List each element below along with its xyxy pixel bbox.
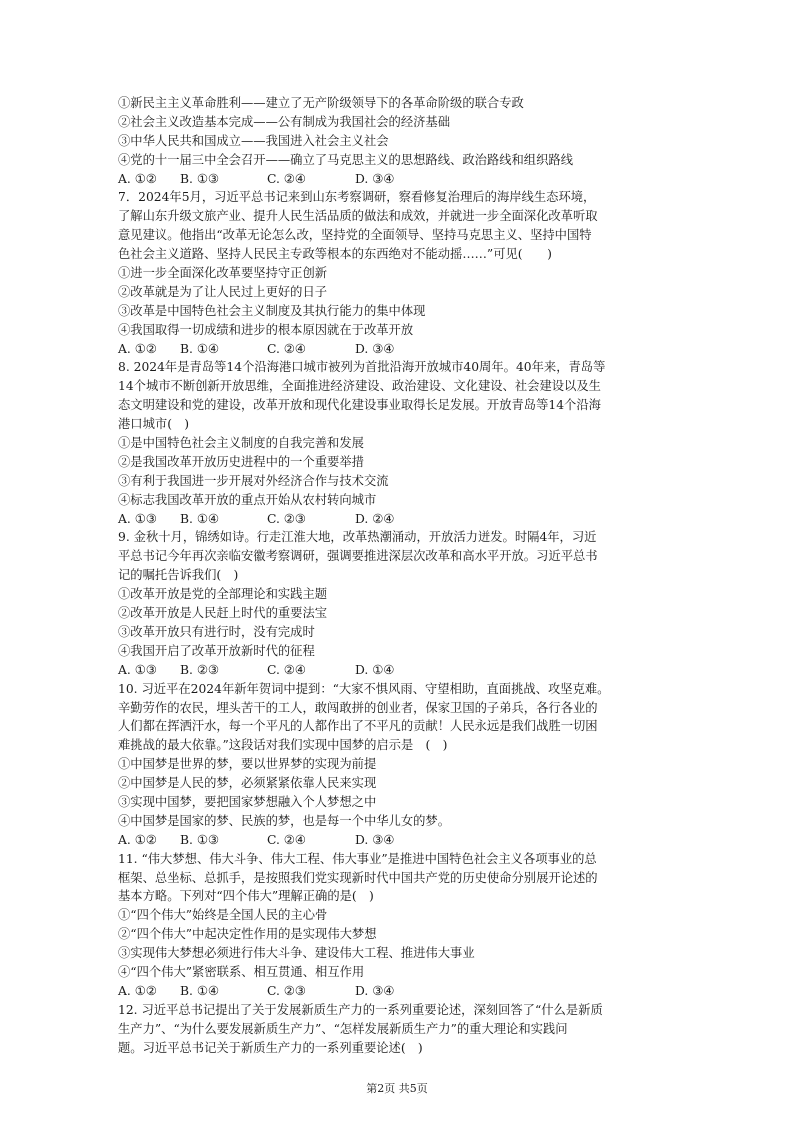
q6-options: [118, 170, 678, 189]
q8-statement: ③有利于我国进一步开展对外经济合作与技术交流: [118, 473, 389, 488]
q7-statement: ③改革是中国特色社会主义制度及其执行能力的集中体现: [118, 303, 426, 318]
answer-option: B. ②③: [180, 662, 219, 677]
answer-option: A. ①②: [118, 832, 157, 847]
q8-statement: ④标志我国改革开放的重点开始从农村转向城市: [118, 492, 377, 507]
q11-statement: ②“四个伟大”中起决定性作用的是实现伟大梦想: [118, 927, 377, 942]
answer-option: A. ①②: [118, 341, 157, 356]
q10-options: [118, 831, 678, 850]
answer-option: D. ③④: [355, 832, 395, 847]
q8-statement: ①是中国特色社会主义制度的自我完善和发展: [118, 436, 364, 451]
q11-stem: 11. “伟大梦想、伟大斗争、伟大工程、伟大事业”是推进中国特色社会主义各项事业的总: [118, 851, 597, 866]
q9-options: [118, 661, 678, 680]
answer-option: C. ②④: [267, 662, 306, 677]
q10-stem: 辛勤劳作的农民，埋头苦干的工人，敢闯敢拼的创业者，保家卫国的子弟兵，各行各业的: [118, 700, 598, 715]
q12-stem: 12. 习近平总书记提出了关于发展新质生产力的一系列重要论述，深刻回答了“什么是新质: [118, 1002, 603, 1017]
answer-option: C. ②④: [267, 341, 306, 356]
q9-statement: ①改革开放是党的全部理论和实践主题: [118, 587, 328, 602]
exam-page: [118, 94, 678, 1057]
q9-statement: ②改革开放是人民赶上时代的重要法宝: [118, 606, 328, 621]
q8-stem: 14个城市不断创新开放思维，全面推进经济建设、政治建设、文化建设、社会建设以及生: [118, 379, 601, 394]
q7-statement: ②改革就是为了让人民过上更好的日子: [118, 284, 328, 299]
q10-stem: 人们都在挥洒汗水，每一个平凡的人都作出了不平凡的贡献！人民永远是我们战胜一切困: [118, 719, 598, 734]
answer-option: C. ②③: [267, 511, 306, 526]
answer-option: B. ①④: [180, 341, 219, 356]
answer-option: D. ③④: [355, 171, 395, 186]
q11-stem: 框架、总坐标、总抓手，是按照我们党实现新时代中国共产党的历史使命分别展开论述的: [118, 870, 598, 885]
q6-statement: ①新民主主义革命胜利——建立了无产阶级领导下的各革命阶级的联合专政: [118, 96, 524, 110]
answer-option: B. ①④: [180, 511, 219, 526]
q10-stem: 难挑战的最大依靠。”这段话对我们实现中国梦的启示是 ( ): [118, 738, 448, 753]
q7-stem: 7．2024年5月，习近平总书记来到山东考察调研，察看修复治理后的海岸线生态环境，: [118, 190, 596, 205]
q6-statement: ②社会主义改造基本完成——公有制成为我国社会的经济基础: [118, 114, 451, 129]
q11-stem: 基本方略。下列对“四个伟大”理解正确的是( ): [118, 889, 374, 904]
q12-stem: 题。习近平总书记关于新质生产力的一系列重要论述( ): [118, 1040, 423, 1055]
q8-statement: ②是我国改革开放历史进程中的一个重要举措: [118, 454, 364, 469]
answer-option: A. ①③: [118, 662, 157, 677]
answer-option: D. ②④: [355, 511, 395, 526]
q7-stem: 了解山东升级文旅产业、提升人民生活品质的做法和成效，并就进一步全面深化改革听取: [118, 209, 598, 224]
q7-stem: 色社会主义道路、坚持人民民主专政等根本的东西绝对不能动摇……”可见( ): [118, 247, 552, 262]
answer-option: A. ①②: [118, 171, 157, 186]
q9-stem: 9. 金秋十月，锦绣如诗。行走江淮大地，改革热潮涌动，开放活力迸发。时隔4年，习近: [118, 530, 597, 545]
q10-statement: ②中国梦是人民的梦，必须紧紧依靠人民来实现: [118, 776, 377, 791]
q8-stem: 8. 2024年是青岛等14个沿海港口城市被列为首批沿海开放城市40周年。40年来，青岛等: [118, 360, 606, 375]
answer-option: D. ③④: [355, 983, 395, 998]
answer-option: B. ①③: [180, 832, 219, 847]
q11-statement: ①“四个伟大”始终是全国人民的主心骨: [118, 908, 328, 923]
q10-statement: ③实现中国梦，要把国家梦想融入个人梦想之中: [118, 794, 377, 809]
q10-statement: ①中国梦是世界的梦，要以世界梦的实现为前提: [118, 757, 377, 772]
q9-stem: 平总书记今年再次亲临安徽考察调研，强调要推进深层次改革和高水平开放。习近平总书: [118, 549, 598, 564]
answer-option: D. ③④: [355, 341, 395, 356]
page-footer: 第2页 共5页: [366, 1082, 428, 1095]
answer-option: A. ①②: [118, 983, 157, 998]
answer-option: C. ②④: [267, 171, 306, 186]
q12-stem: 生产力”、“为什么要发展新质生产力”、“怎样发展新质生产力”的重大理论和实践问: [118, 1021, 568, 1036]
q8-stem: 态文明建设和党的建设，改革开放和现代化建设事业取得长足发展。开放青岛等14个沿海: [118, 398, 601, 413]
answer-option: A. ①③: [118, 511, 157, 526]
q9-stem: 记的嘱托告诉我们( ): [118, 568, 239, 583]
q11-statement: ③实现伟大梦想必须进行伟大斗争、建设伟大工程、推进伟大事业: [118, 946, 475, 961]
q9-statement: ④我国开启了改革开放新时代的征程: [118, 643, 315, 658]
answer-option: B. ①③: [180, 171, 219, 186]
q8-options: [118, 510, 678, 529]
q7-statement: ④我国取得一切成绩和进步的根本原因就在于改革开放: [118, 322, 414, 337]
q8-stem: 港口城市( ): [118, 417, 190, 432]
q11-options: [118, 982, 678, 1001]
q10-statement: ④中国梦是国家的梦、民族的梦，也是每一个中华儿女的梦。: [118, 813, 451, 828]
q6-statement: ④党的十一届三中全会召开——确立了马克思主义的思想路线、政治路线和组织路线: [118, 152, 573, 167]
q6-statement: ③中华人民共和国成立——我国进入社会主义社会: [118, 133, 389, 148]
answer-option: C. ②③: [267, 983, 306, 998]
q9-statement: ③改革开放只有进行时，没有完成时: [118, 624, 315, 639]
q7-options: [118, 340, 678, 359]
answer-option: B. ①④: [180, 983, 219, 998]
q10-stem: 10. 习近平在2024年新年贺词中提到：“大家不惧风雨、守望相助，直面挑战、攻坚克难。: [118, 681, 610, 696]
answer-option: D. ①④: [355, 662, 395, 677]
q7-stem: 意见建议。他指出“改革无论怎么改，坚持党的全面领导、坚持马克思主义、坚持中国特: [118, 228, 592, 243]
q7-statement: ①进一步全面深化改革要坚持守正创新: [118, 266, 328, 281]
answer-option: C. ②④: [267, 832, 306, 847]
q11-statement: ④“四个伟大”紧密联系、相互贯通、相互作用: [118, 964, 365, 979]
